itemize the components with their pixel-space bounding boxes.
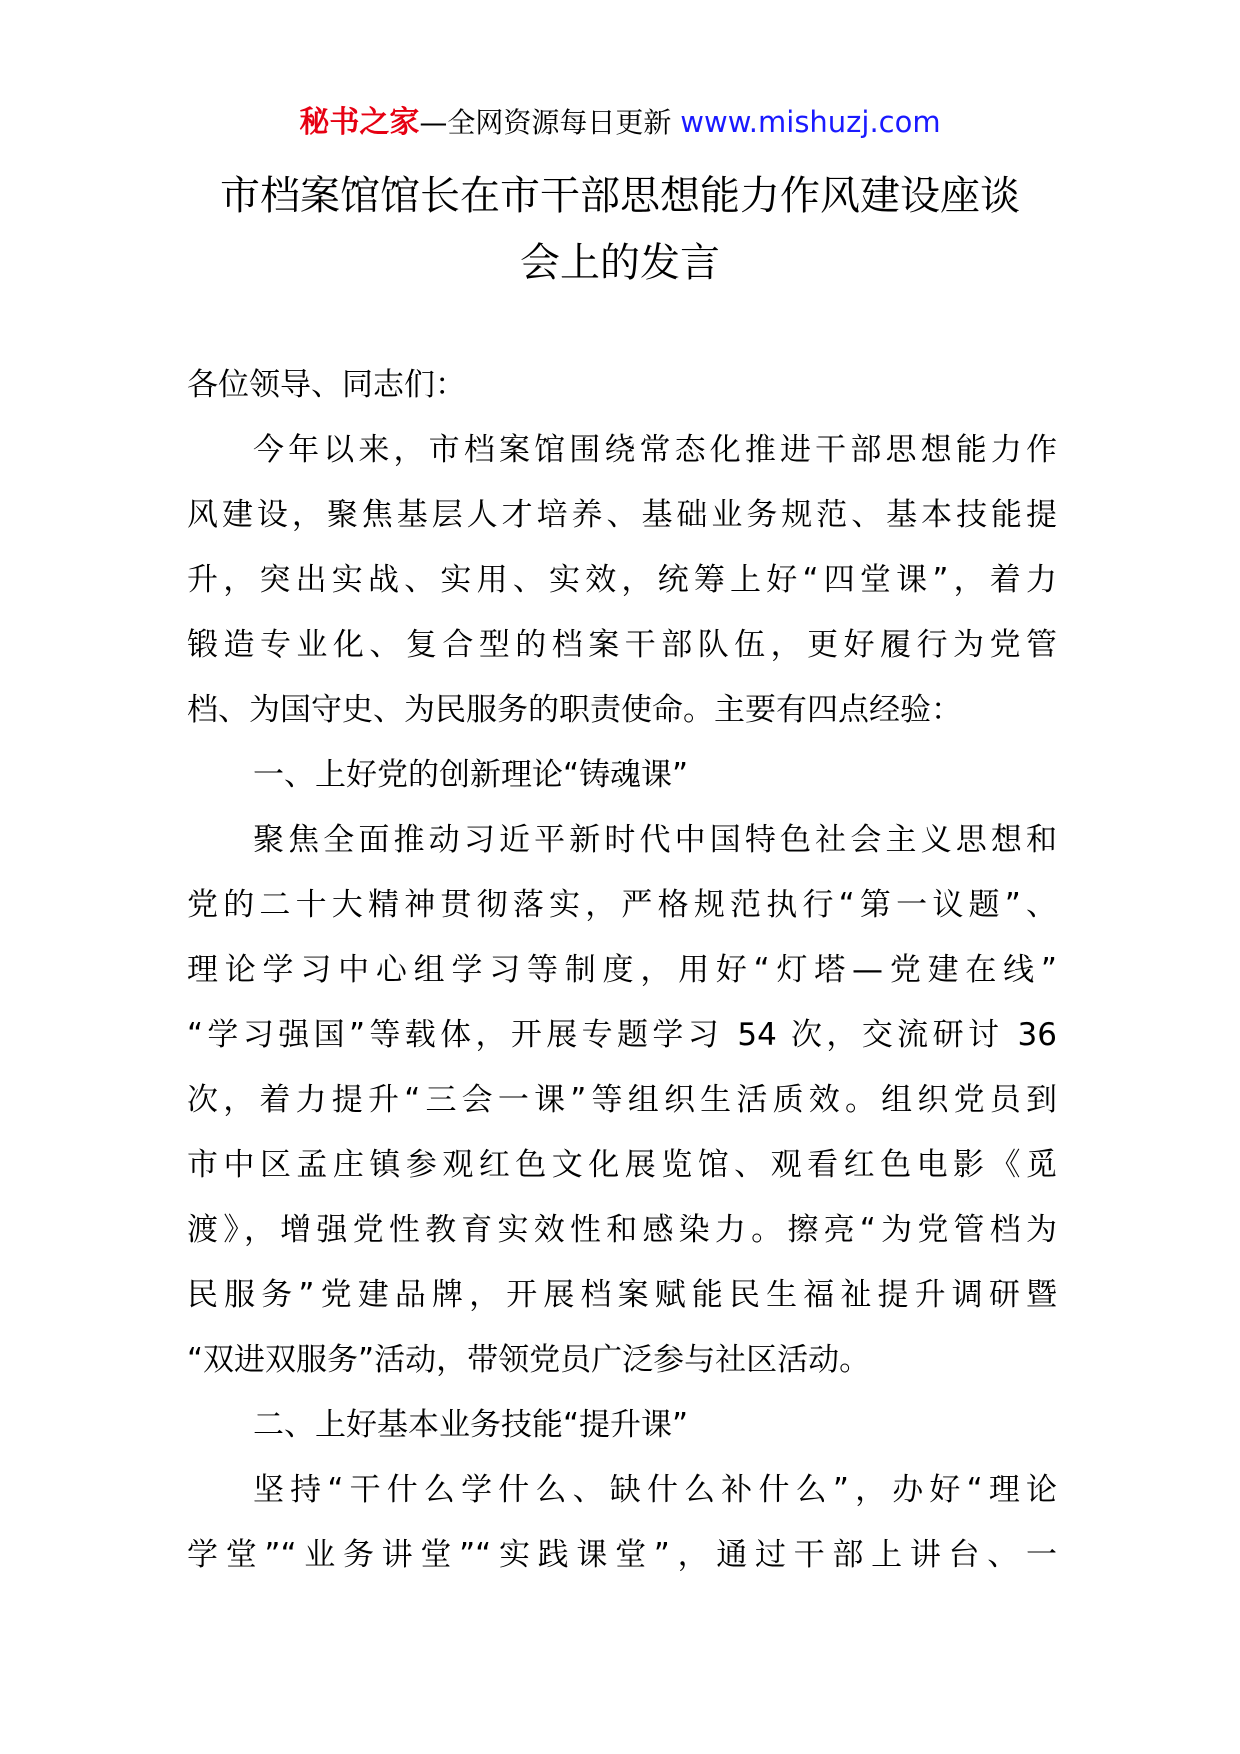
paragraph-line: 民服务”党建品牌，开展档案赋能民生福祉提升调研暨 xyxy=(187,1277,1057,1313)
section-heading-1: 一、上好党的创新理论“铸魂课” xyxy=(253,757,689,793)
paragraph-line: 升，突出实战、实用、实效，统筹上好“四堂课”，着力 xyxy=(187,562,1057,598)
header-tagline: —全网资源每日更新 xyxy=(419,106,672,139)
paragraph-line: 理论学习中心组学习等制度，用好“灯塔—党建在线” xyxy=(187,952,1057,988)
paragraph-line: 风建设，聚焦基层人才培养、基础业务规范、基本技能提 xyxy=(187,497,1057,533)
brand-name: 秘书之家 xyxy=(299,105,420,140)
document-body xyxy=(187,353,1057,1588)
title-line-2: 会上的发言 xyxy=(520,240,720,286)
site-url-link[interactable]: www.mishuzj.com xyxy=(680,105,941,139)
salutation: 各位领导、同志们： xyxy=(187,367,466,403)
paragraph-line: “双进双服务”活动，带领党员广泛参与社区活动。 xyxy=(187,1342,871,1378)
paragraph-line: 次，着力提升“三会一课”等组织生活质效。组织党员到 xyxy=(187,1082,1057,1118)
section-heading-2: 二、上好基本业务技能“提升课” xyxy=(253,1407,689,1443)
paragraph-line: 坚持“干什么学什么、缺什么补什么”，办好“理论 xyxy=(253,1472,1057,1508)
paragraph-line: “学习强国”等载体，开展专题学习 54 次，交流研讨 36 xyxy=(187,1017,1057,1053)
paragraph-line: 今年以来，市档案馆围绕常态化推进干部思想能力作 xyxy=(253,432,1057,468)
title-line-1: 市档案馆馆长在市干部思想能力作风建设座谈 xyxy=(220,173,1020,219)
paragraph-line: 聚焦全面推动习近平新时代中国特色社会主义思想和 xyxy=(253,822,1057,858)
paragraph-line: 锻造专业化、复合型的档案干部队伍，更好履行为党管 xyxy=(187,627,1057,663)
paragraph-line: 档、为国守史、为民服务的职责使命。主要有四点经验： xyxy=(187,692,962,728)
paragraph-line: 渡》，增强党性教育实效性和感染力。擦亮“为党管档为 xyxy=(187,1212,1057,1248)
paragraph-line: 学堂”“业务讲堂”“实践课堂”，通过干部上讲台、一 xyxy=(187,1537,1057,1573)
site-header xyxy=(0,102,1240,143)
document-title xyxy=(180,163,1060,297)
paragraph-line: 党的二十大精神贯彻落实，严格规范执行“第一议题”、 xyxy=(187,887,1057,923)
paragraph-line: 市中区孟庄镇参观红色文化展览馆、观看红色电影《觅 xyxy=(187,1147,1057,1183)
